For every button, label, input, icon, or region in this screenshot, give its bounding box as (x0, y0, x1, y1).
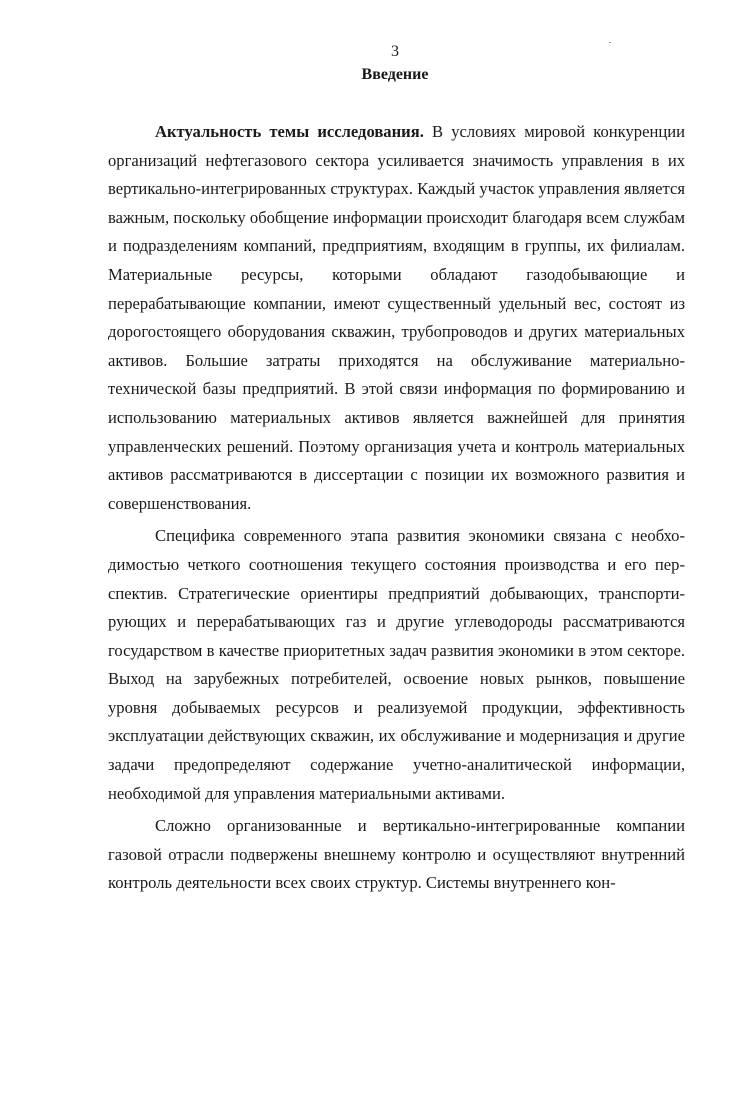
paragraph-lead-heading: Актуальность темы исследования. (155, 122, 424, 141)
page-number: 3 (391, 43, 399, 60)
document-body (108, 118, 685, 898)
paragraph-text: В условиях мировой конкуренции организаций нефтегазового сектора усиливается значимость управления в их вертикально-интегрированных структурах. Каждый участок управления является важным, поскольку обобщение информации происходит благодаря всем службам и подразделениям компаний, предприятиям, входящим в группы, их филиалам. Материальные ресурсы, которыми обладают газодобывающие и перерабатывающие компании, имеют существенный удельный вес, состоят из дорогостоящего оборудования скважин, трубопроводов и других материальных активов. Большие затраты приходятся на обслуживание материально-технической базы предприятий. В этой связи информация по формированию и использованию материальных активов является важнейшей для принятия управленческих решений. Поэтому организация учета и контроль материальных активов рассматриваются в диссертации с позиции их возможного развития и совершенствования. (108, 122, 685, 513)
page-title: Введение (361, 66, 429, 83)
paragraph-relevance (108, 118, 685, 518)
paragraph-specifics: Специфика современного этапа развития экономики связана с необходимостью четкого соотношения текущего состояния производства и его перспектив. Стратегические ориентиры предприятий добывающих, транспортирующих и перерабатывающих газ и другие углеводороды рассматриваются государством в качестве приоритетных задач развития экономики в этом секторе. Выход на зарубежных потребителей, освоение новых рынков, повышение уровня добываемых ресурсов и реализуемой продукции, эффективность эксплуатации действующих скважин, их обслуживание и модернизация и другие задачи предопределяют содержание учетно-аналитической информации, необходимой для управления материальными активами. (108, 526, 685, 803)
paragraph-control: Сложно организованные и вертикально-интегрированные компании газовой отрасли подвержены внешнему контролю и осуществляют внутренний контроль деятельности всех своих структур. Системы внутреннего кон- (108, 816, 685, 893)
